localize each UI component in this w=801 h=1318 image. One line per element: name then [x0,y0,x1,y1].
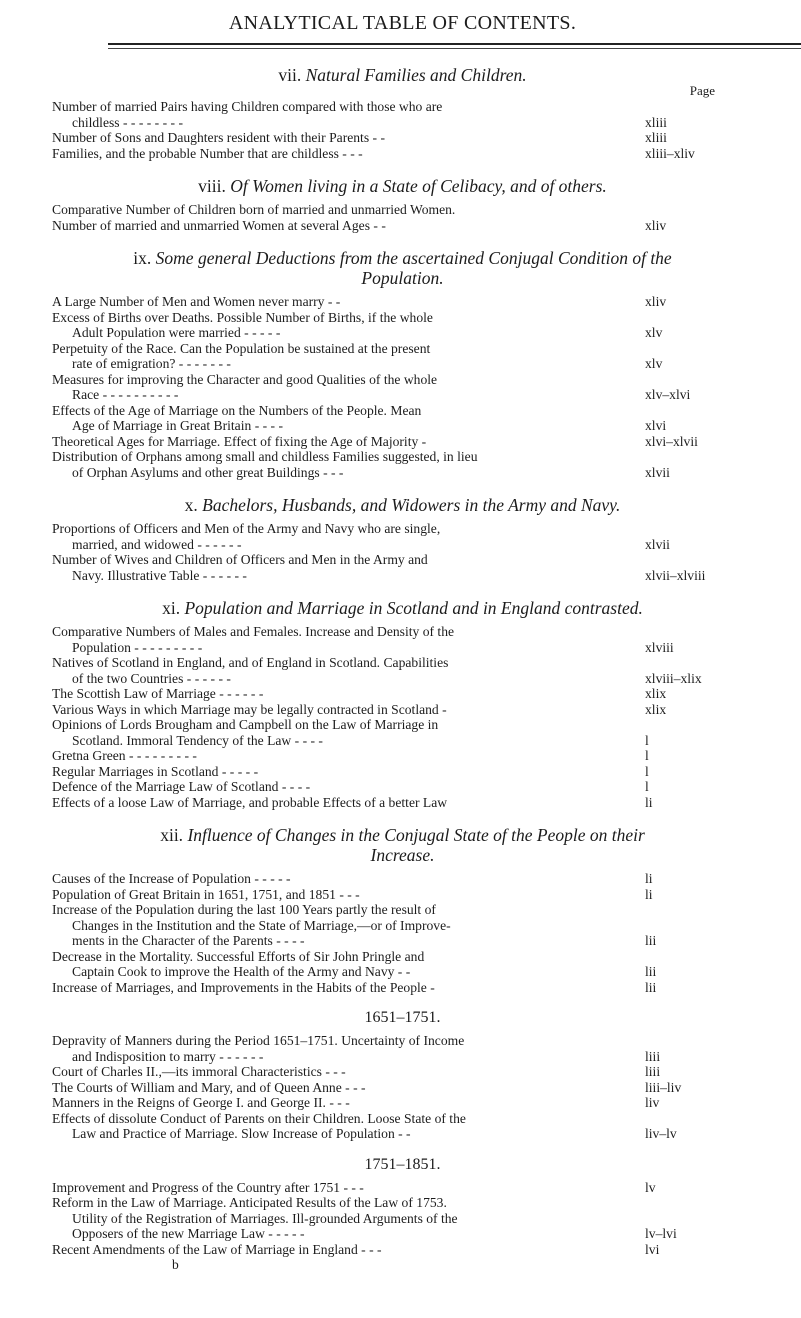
section-title [52,248,753,268]
toc-entry [52,624,753,655]
entry-line: The Courts of William and Mary, and of Queen Anne - - - [52,1079,366,1095]
toc-entry [52,887,753,903]
toc-entry [52,552,753,583]
entry-line: Effects of a loose Law of Marriage, and probable Effects of a better Law [52,794,448,810]
section-title-text: Some general Deductions from the ascertained Conjugal Condition of the [155,248,672,268]
toc-section [52,248,753,480]
toc-entry [52,434,753,450]
section-number: x. [184,495,198,515]
page-column-label: Page [689,83,715,98]
toc-entry [52,341,753,372]
entry-line: Defence of the Marriage Law of Scotland - - - - [52,779,311,794]
page-number: xlix [645,686,667,701]
page-number: xlix [645,701,667,717]
entry-line: Decrease in the Mortality. Successful Efforts of Sir John Pringle and [52,948,425,964]
entry-line: Comparative Number of Children born of married and unmarried Women. [52,202,456,217]
toc-entry [52,702,753,718]
toc-entry [52,218,753,234]
toc-entry [52,1180,753,1196]
toc-entry [52,655,753,686]
entry-line: Increase of the Population during the last 100 Years partly the result of [52,902,436,917]
page-number: xliii [645,114,667,130]
toc-entry [52,902,753,949]
toc-entry [52,521,753,552]
page-number: xlv [645,356,663,371]
page-number: liv [645,1095,660,1110]
entry-line: Theoretical Ages for Marriage. Effect of fixing the Age of Majority - [52,433,427,449]
entry-line: Families, and the probable Number that are childless - - - [52,145,363,161]
entry-line: Causes of the Increase of Population - - - - - [52,871,291,886]
toc-entry [52,372,753,403]
toc-entry [52,779,753,795]
entry-line: Effects of the Age of Marriage on the Numbers of the People. Mean [52,402,422,418]
section-title-text: Population and Marriage in Scotland and in England contrasted. [184,598,643,618]
toc-section [52,825,753,995]
page-number: xliii [645,130,667,145]
entry-line: Number of Wives and Children of Officers and Men in the Army and [52,552,428,567]
entry-line: Captain Cook to improve the Health of the Army and Navy - - [72,964,411,979]
header-rule [108,43,801,45]
section-title-cont [52,845,753,865]
section-title [52,65,753,85]
page-number: xliii–xliv [645,145,695,161]
page-number: xlviii–xlix [645,670,702,686]
section-title-cont [52,268,753,288]
toc-entry [52,748,753,764]
entry-line: Recent Amendments of the Law of Marriage in England - - - [52,1241,382,1257]
page-number: liii–liv [645,1079,682,1095]
entry-line: A Large Number of Men and Women never marry - - [52,294,341,309]
toc-entry [52,1195,753,1242]
entry-line: Age of Marriage in Great Britain - - - - [72,418,283,433]
entry-line: Scotland. Immoral Tendency of the Law - - - - [72,732,323,748]
page-number: xlviii [645,639,674,655]
section-title [52,825,753,845]
page-number: xlv–xlvi [645,387,691,402]
entry-line: Regular Marriages in Scotland - - - - - [52,763,259,779]
entry-line: Manners in the Reigns of George I. and George II. - - - [52,1095,350,1110]
section-number: vii. [278,65,302,85]
toc-entry [52,1242,753,1258]
section-title [52,176,753,196]
page-number: xlvi–xlvii [645,433,698,449]
page-number: li [645,886,653,902]
page-number: lii [645,979,657,995]
toc-entry [52,146,753,162]
toc-section [52,495,753,583]
entry-line: Perpetuity of the Race. Can the Population be sustained at the present [52,340,431,356]
entry-line: Population - - - - - - - - - [72,639,203,655]
toc-entry [52,294,753,310]
page-number: liii [645,1048,661,1064]
entry-line: of the two Countries - - - - - - [72,670,231,686]
entry-line: childless - - - - - - - - [72,114,183,130]
entry-line: Law and Practice of Marriage. Slow Increase of Population - - [72,1126,411,1141]
toc-entry [52,130,753,146]
entry-line: Adult Population were married - - - - - [72,325,281,340]
entry-line: Distribution of Orphans among small and childless Families suggested, in lieu [52,449,478,464]
page-number: lv [645,1179,656,1195]
toc-entry [52,1064,753,1080]
section-title-text: Of Women living in a State of Celibacy, and of others. [230,176,607,196]
page-number: liii [645,1064,661,1079]
toc-entry [52,717,753,748]
toc-entry [52,1095,753,1111]
period-heading: 1651–1751. [364,1009,441,1026]
entry-line: Changes in the Institution and the State of Marriage,—or of Improve- [72,917,451,933]
period-heading: 1751–1851. [364,1155,441,1173]
period-section [52,1009,753,1142]
entry-line: Depravity of Manners during the Period 1651–1751. Uncertainty of Income [52,1033,465,1048]
toc-entry [52,980,753,996]
page-number: l [645,779,649,794]
entry-line: Gretna Green - - - - - - - - - [52,748,197,763]
entry-line: Excess of Births over Deaths. Possible Number of Births, if the whole [52,309,433,325]
toc-entry [52,1080,753,1096]
entry-line: Reform in the Law of Marriage. Anticipated Results of the Law of 1753. [52,1195,447,1210]
page-number: xliv [645,294,667,309]
entry-line: Opinions of Lords Brougham and Campbell on the Law of Marriage in [52,717,439,732]
entry-line: Court of Charles II.,—its immoral Characteristics - - - [52,1064,346,1079]
toc-entry [52,871,753,887]
toc-entry [52,403,753,434]
toc-entry [52,449,753,480]
entry-line: Effects of dissolute Conduct of Parents on their Children. Loose State of the [52,1110,466,1126]
page-number: l [645,763,649,779]
entry-line: Proportions of Officers and Men of the Army and Navy who are single, [52,521,441,536]
entry-line: Opposers of the new Marriage Law - - - - - [72,1226,305,1241]
page-number: lii [645,964,657,979]
entry-line: Comparative Numbers of Males and Females. Increase and Density of the [52,624,455,639]
toc-entry [52,1111,753,1142]
toc-section [52,65,753,161]
section-title [52,495,753,515]
entry-line: Navy. Illustrative Table - - - - - - [72,567,247,583]
section-title-text-2: Increase. [370,845,435,865]
entry-line: The Scottish Law of Marriage - - - - - - [52,686,264,701]
toc-entry [52,1033,753,1064]
section-title-text: Bachelors, Husbands, and Widowers in the Army and Navy. [202,495,621,515]
section-title-text: Natural Families and Children. [305,65,527,85]
entry-line: and Indisposition to marry - - - - - - [72,1048,264,1064]
toc-entry [52,764,753,780]
entry-line: rate of emigration? - - - - - - - [72,356,231,371]
page-number: xlv [645,325,663,340]
toc-entry [52,795,753,811]
entry-line: Number of married Pairs having Children compared with those who are [52,99,443,114]
entry-line: Number of married and unmarried Women at several Ages - - [52,217,386,233]
entry-line: Population of Great Britain in 1651, 1751, and 1851 - - - [52,886,360,902]
toc-entry [52,99,753,130]
page-number: li [645,871,653,886]
section-number: ix. [133,248,152,268]
entry-line: of Orphan Asylums and other great Buildings - - - [72,464,344,480]
entry-line: Improvement and Progress of the Country after 1751 - - - [52,1179,364,1195]
section-number: viii. [198,176,226,196]
entry-line: Natives of Scotland in England, and of England in Scotland. Capabilities [52,655,449,670]
toc-entry [52,686,753,702]
entry-line: Measures for improving the Character and good Qualities of the whole [52,371,438,387]
page-number: l [645,748,649,763]
page-number: xliv [645,217,667,233]
entry-line: Number of Sons and Daughters resident with their Parents - - [52,130,385,145]
page-number: lii [645,933,657,948]
section-number: xii. [160,825,184,845]
page-number: l [645,732,649,748]
entry-line: Various Ways in which Marriage may be legally contracted in Scotland - [52,701,447,717]
toc-content [52,65,753,1273]
header-rule-thin [108,48,801,49]
section-title-text: Influence of Changes in the Conjugal State of the People on their [187,825,645,845]
toc-entry [52,310,753,341]
toc-section [52,598,753,810]
toc-section [52,176,753,233]
toc-entry [52,202,753,218]
page-number: liv–lv [645,1126,677,1141]
page-number: xlvii–xlviii [645,567,706,583]
signature-mark: b [172,1257,179,1272]
section-title-text-2: Population. [361,268,444,288]
entry-line: Increase of Marriages, and Improvements in the Habits of the People - [52,979,435,995]
page-number: li [645,794,653,810]
page-number: lv–lvi [645,1226,677,1241]
page-number: lvi [645,1241,660,1257]
entry-line: Race - - - - - - - - - - [72,387,179,402]
toc-entry [52,949,753,980]
entry-line: ments in the Character of the Parents - - - - [72,933,305,948]
page-number: xlvii [645,464,670,480]
page-number: xlvi [645,418,667,433]
period-section [52,1156,753,1258]
page-header: ANALYTICAL TABLE OF CONTENTS. [228,12,577,34]
section-title [52,598,753,618]
entry-line: Utility of the Registration of Marriages. Ill-grounded Arguments of the [72,1210,458,1226]
page-number: xlvii [645,536,670,552]
entry-line: married, and widowed - - - - - - [72,536,242,552]
section-number: xi. [162,598,181,618]
